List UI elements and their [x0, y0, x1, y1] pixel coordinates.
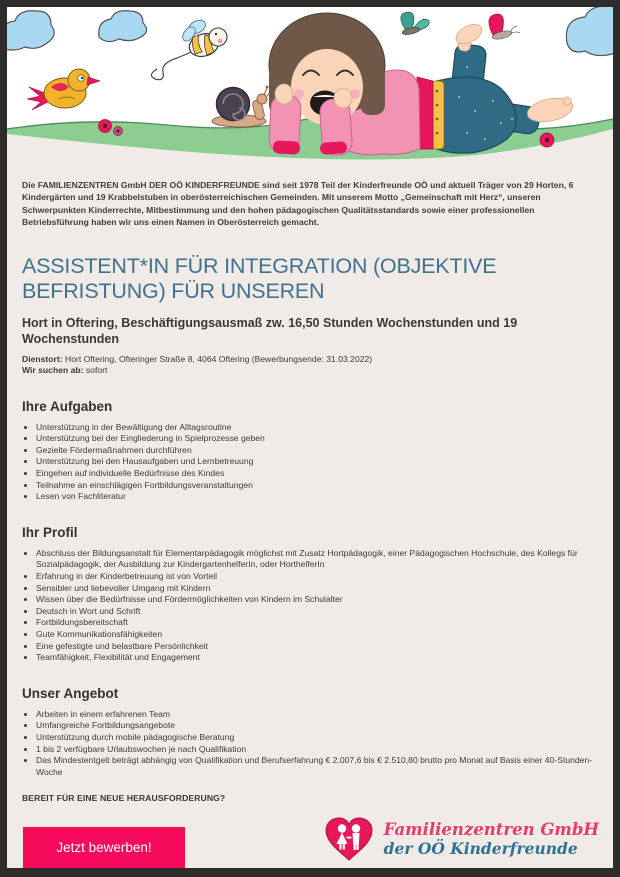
- flower-icon: [540, 133, 554, 147]
- section-profile-list: [22, 548, 598, 664]
- list-item: • Sensibler und liebevoller Umgang mit Kindern: [36, 583, 598, 595]
- list-item: • Teilnahme an einschlägigen Fortbildungsveranstaltungen: [36, 480, 598, 492]
- list-item: • Das Mindestentgelt beträgt abhängig von Qualifikation und Berufserfahrung € 2.007,6 bis € 2.510,80 brutto pro Monat auf Basis einer 40-Stunden-Woche: [36, 755, 598, 778]
- list-item: • Eine gefestigte und belastbare Persönlichkeit: [36, 641, 598, 653]
- cta-question: BEREIT FÜR EINE NEUE HERAUSFORDERUNG?: [22, 793, 226, 804]
- apply-button[interactable]: Jetzt bewerben!: [23, 827, 185, 868]
- header-illustration: [7, 7, 613, 162]
- list-item: • Arbeiten in einem erfahrenen Team: [36, 709, 598, 721]
- list-item: • Eingehen auf individuelle Bedürfnisse des Kindes: [36, 468, 598, 480]
- section-profile-title: Ihr Profil: [22, 524, 78, 540]
- list-item: • Umfangreiche Fortbildungsangebote: [36, 720, 598, 732]
- section-offer-title: Unser Angebot: [22, 685, 119, 701]
- section-tasks-list: [22, 422, 598, 503]
- logo-line2: der OÖ Kinderfreunde: [383, 838, 578, 858]
- job-meta: [22, 354, 598, 377]
- list-item: • Erfahrung in der Kinderbetreuung ist von Vorteil: [36, 571, 598, 583]
- logo-text: [384, 820, 599, 858]
- job-start-label: Wir suchen ab:: [22, 365, 84, 376]
- list-item: • Wissen über die Bedürfnisse und Fördermöglichkeiten von Kindern im Schulalter: [36, 594, 598, 606]
- section-offer: [22, 685, 598, 779]
- company-intro: Die FAMILIENZENTREN GmbH DER OÖ KINDERFREUNDE sind seit 1978 Teil der Kinderfreunde OÖ und aktuell Träger von 29 Horten, 6 Kindergärten und 19 Krabbelstuben in oberösterreichischen Gemeinden. Mit unserem Motto „Gemeinschaft mit Herz“, unseren Schwerpunkten Kinderrechte, Mitbestimmung und den hohen pädagogischen Qualitätsstandards sowie einer professionellen Betriebsführung haben wir uns einen Namen in Oberösterreich gemacht.: [22, 180, 574, 228]
- job-location: [22, 354, 598, 366]
- list-item: • Teamfähigkeit, Flexibilität und Engagement: [36, 652, 598, 664]
- list-item: • Gute Kommunikationsfähigkeiten: [36, 629, 598, 641]
- heart-kids-icon: [323, 815, 375, 863]
- list-item: • Gezielte Fördermaßnahmen durchführen: [36, 445, 598, 457]
- list-item: • Unterstützung durch mobile pädagogische Beratung: [36, 732, 598, 744]
- job-title: ASSISTENT*IN FÜR INTEGRATION (OBJEKTIVE BEFRISTUNG) FÜR UNSEREN: [22, 253, 497, 303]
- job-location-label: Dienstort:: [22, 353, 63, 364]
- list-item: • Unterstützung bei den Hausaufgaben und Lernbetreuung: [36, 456, 598, 468]
- list-item: • Unterstützung bei der Eingliederung in Spielprozesse geben: [36, 433, 598, 445]
- job-start-value: sofort: [83, 365, 108, 376]
- job-start: [22, 365, 598, 377]
- poster-content: [7, 179, 613, 803]
- company-logo: [323, 815, 599, 863]
- list-item: • 1 bis 2 verfügbare Urlaubswochen je nach Qualifikation: [36, 744, 598, 756]
- list-item: • Unterstützung in der Bewältigung der Alltagsroutine: [36, 422, 598, 434]
- logo-line1: Familienzentren GmbH: [383, 819, 599, 839]
- section-tasks: [22, 398, 598, 503]
- list-item: • Fortbildungsbereitschaft: [36, 617, 598, 629]
- job-subtitle: Hort in Oftering, Beschäftigungsausmaß zw. 16,50 Stunden Wochenstunden und 19 Wochenstunden: [22, 315, 518, 346]
- list-item: • Abschluss der Bildungsanstalt für Elementarpädagogik möglichst mit Zusatz Hortpädagogik, einer Pädagogischen Hochschule, des Kollegs für Sozialpädagogik, der Ausbildung zur KindergartenhelferIn, oder HorthelferIn: [36, 548, 598, 571]
- section-tasks-title: Ihre Aufgaben: [22, 398, 113, 414]
- section-profile: [22, 524, 598, 664]
- list-item: • Deutsch in Wort und Schrift: [36, 606, 598, 618]
- poster-body: [7, 7, 613, 868]
- bottom-row: [23, 815, 599, 868]
- list-item: • Lesen von Fachliteratur: [36, 491, 598, 503]
- job-location-value: Hort Oftering, Ofteringer Straße 8, 4064 Oftering (Bewerbungsende: 31.03.2022): [62, 353, 373, 364]
- section-offer-list: [22, 709, 598, 779]
